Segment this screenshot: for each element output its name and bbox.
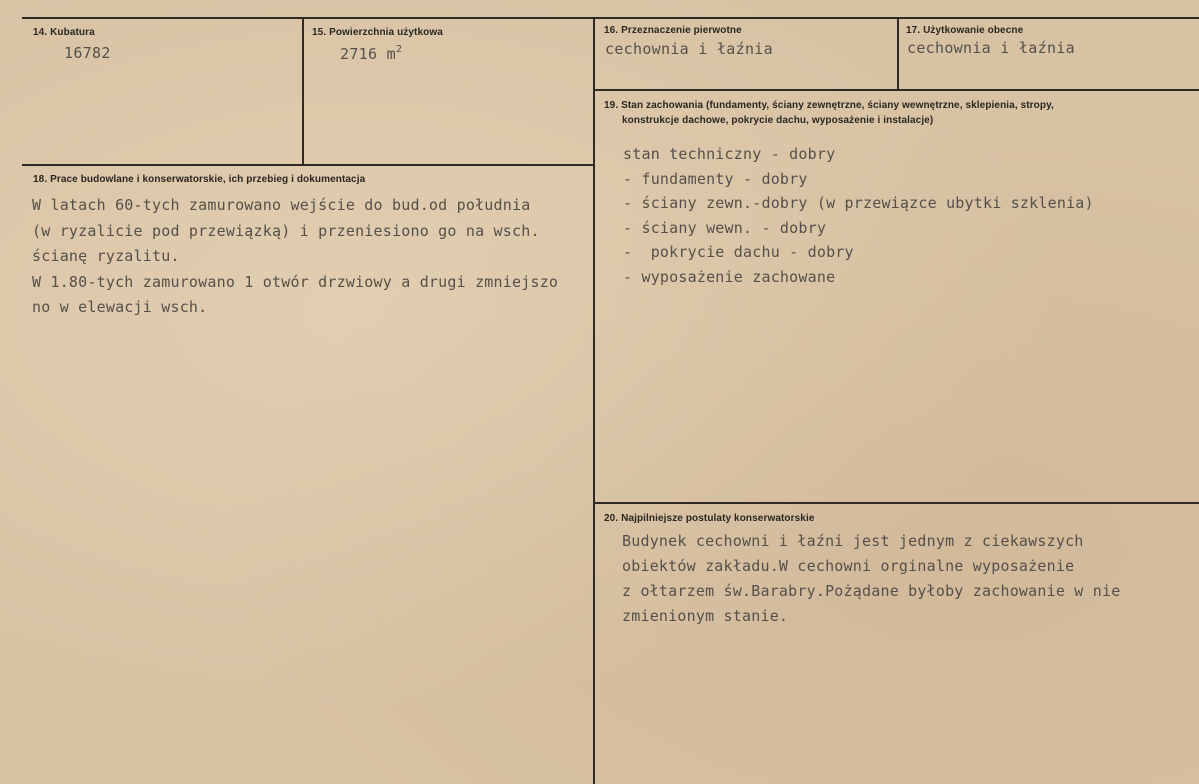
field-15-value	[340, 44, 402, 63]
field-17-label: 17. Użytkowanie obecne	[906, 25, 1024, 36]
rule-above-20	[593, 502, 1199, 504]
field-20-line: zmienionym stanie.	[622, 607, 789, 625]
field-14-value: 16782	[64, 44, 111, 62]
field-19-line: - fundamenty - dobry	[623, 169, 808, 188]
field-20-text	[622, 529, 1120, 629]
field-19-text	[623, 142, 1094, 289]
divider-16-17	[897, 17, 899, 90]
field-14-label: 14. Kubatura	[33, 27, 95, 38]
divider-14-15	[302, 17, 304, 165]
field-18-line: ścianę ryzalitu.	[32, 247, 180, 265]
field-18-label: 18. Prace budowlane i konserwatorskie, ich przebieg i dokumentacja	[33, 174, 366, 185]
field-15-label: 15. Powierzchnia użytkowa	[312, 27, 443, 38]
field-16-value: cechownia i łaźnia	[605, 40, 773, 58]
field-20-label: 20. Najpilniejsze postulaty konserwatorskie	[604, 513, 815, 524]
field-19-label-line2: konstrukcje dachowe, pokrycie dachu, wyposażenie i instalacje)	[622, 115, 934, 126]
field-19-line: - ściany wewn. - dobry	[623, 218, 827, 237]
field-17-value: cechownia i łaźnia	[907, 39, 1075, 57]
field-19-line: - ściany zewn.-dobry (w przewiązce ubytki szklenia)	[623, 194, 1094, 212]
field-18-line: W 1.80-tych zamurowano 1 otwór drzwiowy a drugi zmniejszo	[32, 272, 559, 291]
field-18-line: no w elewacji wsch.	[32, 298, 208, 316]
field-20-line: obiektów zakładu.W cechowni orginalne wyposażenie	[622, 557, 1075, 575]
rule-below-16-17	[593, 89, 1199, 91]
field-19-line: stan techniczny - dobry	[623, 145, 836, 163]
field-16-label: 16. Przeznaczenie pierwotne	[604, 25, 742, 36]
divider-main	[593, 17, 595, 784]
top-rule-left	[22, 17, 597, 19]
field-18-line: W latach 60-tych zamurowano wejście do bud.od południa	[32, 196, 531, 214]
field-19-label-line1: 19. Stan zachowania (fundamenty, ściany zewnętrzne, ściany wewnętrzne, sklepienia, stropy,	[604, 100, 1054, 111]
field-15-unit-exponent: 2	[396, 44, 403, 55]
field-15-number: 2716 m	[340, 45, 396, 63]
field-20-line: z ołtarzem św.Barabry.Pożądane byłoby zachowanie w nie	[622, 582, 1121, 600]
field-19-line: - pokrycie dachu - dobry	[623, 243, 854, 261]
field-18-text	[32, 193, 558, 321]
field-20-line: Budynek cechowni i łaźni jest jednym z ciekawszych	[622, 532, 1084, 550]
field-19-line: - wyposażenie zachowane	[623, 267, 836, 286]
top-edge-mark	[537, 0, 551, 6]
rule-below-14-15	[22, 164, 594, 166]
field-18-line: (w ryzalicie pod przewiązką) i przeniesiono go na wsch.	[32, 221, 540, 240]
